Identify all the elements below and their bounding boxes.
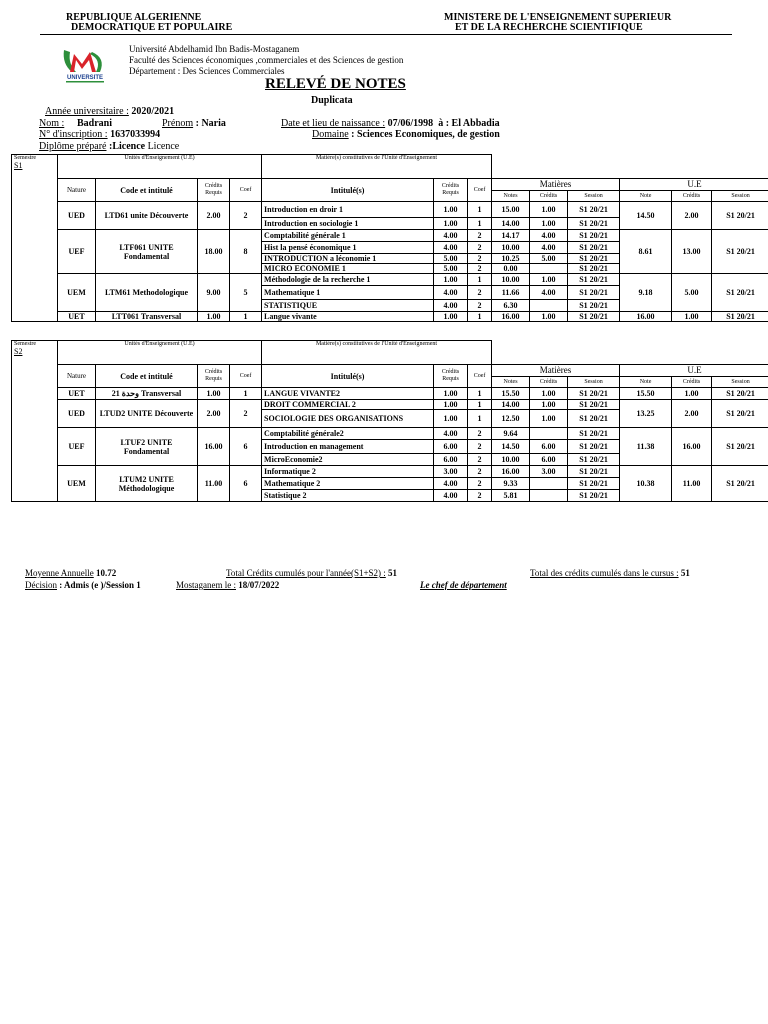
ue-session: S1 20/21 bbox=[712, 274, 768, 312]
unit-code: LTUF2 UNITE Fondamental bbox=[96, 428, 198, 466]
decision-value: : Admis (e )/Session 1 bbox=[59, 580, 141, 590]
subject-session: S1 20/21 bbox=[568, 440, 620, 454]
page-subtitle: Duplicata bbox=[311, 95, 353, 106]
ue-credits: 1.00 bbox=[672, 388, 712, 400]
subject-name: MicroEconomie2 bbox=[262, 454, 434, 466]
ue-credits-header: Crédits bbox=[672, 191, 712, 202]
unit-nature: UEF bbox=[58, 428, 96, 466]
semester-label: Semestre bbox=[14, 155, 36, 161]
table-row bbox=[12, 466, 768, 478]
matieres-notes-header: Notes bbox=[492, 191, 530, 202]
republic-line-2: DEMOCRATIQUE ET POPULAIRE bbox=[71, 22, 233, 33]
ue-group-header: Unités d'Enseignement (U.E) bbox=[58, 341, 262, 365]
unit-coef: 1 bbox=[230, 312, 262, 322]
birth-field bbox=[281, 118, 500, 129]
ue-note: 9.18 bbox=[620, 274, 672, 312]
subject-coef: 2 bbox=[468, 440, 492, 454]
unit-code: LTF061 UNITE Fondamental bbox=[96, 230, 198, 274]
ue-note: 14.50 bbox=[620, 202, 672, 230]
subject-coef: 1 bbox=[468, 400, 492, 410]
credits-col-header: Crédits Requis bbox=[198, 179, 230, 202]
place-date-label: Mostaganem le : bbox=[176, 580, 236, 590]
subject-name: MICRO ECONOMIE 1 bbox=[262, 264, 434, 274]
subject-coef: 2 bbox=[468, 264, 492, 274]
table-row bbox=[12, 428, 768, 440]
subject-credits-requis: 4.00 bbox=[434, 286, 468, 300]
subject-note: 11.66 bbox=[492, 286, 530, 300]
subject-session: S1 20/21 bbox=[568, 410, 620, 428]
university-logo bbox=[56, 46, 114, 86]
ue-session: S1 20/21 bbox=[712, 312, 768, 322]
subject-session: S1 20/21 bbox=[568, 478, 620, 490]
semester-id: S1 bbox=[14, 161, 23, 170]
subject-credits: 1.00 bbox=[530, 410, 568, 428]
table-row bbox=[12, 312, 768, 322]
ue-note: 16.00 bbox=[620, 312, 672, 322]
subject-name: Mathematique 1 bbox=[262, 286, 434, 300]
subject-session: S1 20/21 bbox=[568, 490, 620, 502]
matieres-header: Matières bbox=[492, 179, 620, 191]
total-cursus-label: Total des crédits cumulés dans le cursus : bbox=[530, 568, 679, 578]
semester-label: Semestre bbox=[14, 341, 36, 347]
unit-nature: UED bbox=[58, 400, 96, 428]
subject-session: S1 20/21 bbox=[568, 428, 620, 440]
subject-coef-col-header: Coef bbox=[468, 365, 492, 388]
subject-credits: 1.00 bbox=[530, 312, 568, 322]
subject-credits: 6.00 bbox=[530, 454, 568, 466]
subject-credits: 6.00 bbox=[530, 440, 568, 454]
moyenne-label: Moyenne Annuelle bbox=[25, 568, 94, 578]
ue-credits: 1.00 bbox=[672, 312, 712, 322]
subject-note: 9.64 bbox=[492, 428, 530, 440]
table-row bbox=[12, 230, 768, 242]
subject-session: S1 20/21 bbox=[568, 466, 620, 478]
birth-place-label: à : bbox=[438, 118, 450, 129]
subject-coef: 2 bbox=[468, 300, 492, 312]
matieres-notes-header: Notes bbox=[492, 377, 530, 388]
subject-credits: 4.00 bbox=[530, 242, 568, 254]
subject-credits bbox=[530, 478, 568, 490]
unit-coef: 8 bbox=[230, 230, 262, 274]
subject-coef: 1 bbox=[468, 202, 492, 218]
subject-coef: 1 bbox=[468, 312, 492, 322]
semester-id: S2 bbox=[14, 347, 23, 356]
ue-note: 15.50 bbox=[620, 388, 672, 400]
unit-credits: 1.00 bbox=[198, 312, 230, 322]
subject-name: Informatique 2 bbox=[262, 466, 434, 478]
ue-header: U.E bbox=[620, 365, 768, 377]
subject-session: S1 20/21 bbox=[568, 230, 620, 242]
subject-coef: 1 bbox=[468, 388, 492, 400]
prenom-value: : Naria bbox=[195, 118, 226, 129]
ue-session-header: Session bbox=[712, 191, 768, 202]
subject-credits: 4.00 bbox=[530, 230, 568, 242]
total-cursus-value: 51 bbox=[680, 568, 690, 578]
republic-line-1: REPUBLIQUE ALGERIENNE bbox=[66, 12, 202, 23]
subject-credits-requis: 1.00 bbox=[434, 410, 468, 428]
header-spacer bbox=[492, 155, 768, 179]
ue-session: S1 20/21 bbox=[712, 428, 768, 466]
subject-coef: 1 bbox=[468, 274, 492, 286]
academic-year bbox=[45, 106, 174, 117]
subject-credits-requis: 4.00 bbox=[434, 490, 468, 502]
birth-place: El Abbadia bbox=[451, 118, 500, 129]
unit-credits: 2.00 bbox=[198, 400, 230, 428]
subject-credits bbox=[530, 490, 568, 502]
subject-name: Comptabilité générale2 bbox=[262, 428, 434, 440]
unit-code: LTM61 Methodologique bbox=[96, 274, 198, 312]
subject-session: S1 20/21 bbox=[568, 286, 620, 300]
matieres-session-header: Session bbox=[568, 191, 620, 202]
subject-note: 9.33 bbox=[492, 478, 530, 490]
header-spacer bbox=[492, 341, 768, 365]
place-date-value: 18/07/2022 bbox=[238, 580, 280, 590]
ue-credits: 2.00 bbox=[672, 202, 712, 230]
semester-cell bbox=[12, 155, 58, 322]
subject-note: 14.00 bbox=[492, 400, 530, 410]
subject-session: S1 20/21 bbox=[568, 264, 620, 274]
credits-col-header: Crédits Requis bbox=[198, 365, 230, 388]
ue-credits: 5.00 bbox=[672, 274, 712, 312]
subject-name: INTRODUCTION a léconomie 1 bbox=[262, 254, 434, 264]
unit-code: LTT061 Transversal bbox=[96, 312, 198, 322]
unit-code: LTUM2 UNITE Méthodologique bbox=[96, 466, 198, 502]
subject-session: S1 20/21 bbox=[568, 300, 620, 312]
subject-note: 6.30 bbox=[492, 300, 530, 312]
university-name: Université Abdelhamid Ibn Badis-Mostaganem bbox=[129, 44, 300, 54]
subject-coef: 2 bbox=[468, 478, 492, 490]
subject-note: 14.50 bbox=[492, 440, 530, 454]
faculty-name: Faculté des Sciences économiques ,commerciales et des Sciences de gestion bbox=[129, 55, 404, 65]
ue-credits: 13.00 bbox=[672, 230, 712, 274]
unit-coef: 2 bbox=[230, 400, 262, 428]
subject-session: S1 20/21 bbox=[568, 400, 620, 410]
domain-value: : Sciences Economiques, de gestion bbox=[351, 129, 500, 140]
subject-session: S1 20/21 bbox=[568, 274, 620, 286]
unit-nature: UEM bbox=[58, 274, 96, 312]
ue-credits: 16.00 bbox=[672, 428, 712, 466]
unit-credits: 1.00 bbox=[198, 388, 230, 400]
unit-nature: UEF bbox=[58, 230, 96, 274]
subject-credits-requis: 4.00 bbox=[434, 428, 468, 440]
subject-credits: 1.00 bbox=[530, 400, 568, 410]
coef-col-header: Coef bbox=[230, 365, 262, 388]
subject-note: 14.17 bbox=[492, 230, 530, 242]
diploma-label: Diplôme préparé bbox=[39, 141, 107, 152]
unit-credits: 9.00 bbox=[198, 274, 230, 312]
code-col-header: Code et intitulé bbox=[96, 365, 198, 388]
subject-credits-requis: 1.00 bbox=[434, 312, 468, 322]
subject-credits-requis: 1.00 bbox=[434, 400, 468, 410]
ue-session: S1 20/21 bbox=[712, 230, 768, 274]
ue-session: S1 20/21 bbox=[712, 466, 768, 502]
unit-coef: 6 bbox=[230, 466, 262, 502]
subject-credits-requis: 5.00 bbox=[434, 254, 468, 264]
subject-credits: 3.00 bbox=[530, 466, 568, 478]
unit-nature: UEM bbox=[58, 466, 96, 502]
subject-session: S1 20/21 bbox=[568, 388, 620, 400]
subject-credits-requis: 6.00 bbox=[434, 454, 468, 466]
subject-note: 15.00 bbox=[492, 202, 530, 218]
subject-note: 10.00 bbox=[492, 454, 530, 466]
ue-credits: 11.00 bbox=[672, 466, 712, 502]
semester-2-table bbox=[11, 340, 768, 502]
matieres-header: Matières bbox=[492, 365, 620, 377]
unit-credits: 18.00 bbox=[198, 230, 230, 274]
domain-label: Domaine bbox=[312, 129, 349, 140]
logo-text: UNIVERSITE bbox=[66, 75, 104, 81]
ue-note: 8.61 bbox=[620, 230, 672, 274]
subject-name: STATISTIQUE bbox=[262, 300, 434, 312]
subject-name: DROIT COMMERCIAL 2 bbox=[262, 400, 434, 410]
table-row bbox=[12, 400, 768, 410]
code-col-header: Code et intitulé bbox=[96, 179, 198, 202]
subject-credits-requis: 4.00 bbox=[434, 242, 468, 254]
signature-label: Le chef de département bbox=[420, 580, 507, 590]
inscription-value: 1637033994 bbox=[110, 129, 161, 140]
ministry-line-2: ET DE LA RECHERCHE SCIENTIFIQUE bbox=[455, 22, 643, 33]
subject-credits-requis: 5.00 bbox=[434, 264, 468, 274]
ue-header: U.E bbox=[620, 179, 768, 191]
subject-credits bbox=[530, 300, 568, 312]
prenom-field bbox=[162, 118, 226, 129]
unit-coef: 6 bbox=[230, 428, 262, 466]
subject-credits-requis: 6.00 bbox=[434, 440, 468, 454]
subject-name: Statistique 2 bbox=[262, 490, 434, 502]
subject-coef: 2 bbox=[468, 490, 492, 502]
place-date-field bbox=[176, 580, 279, 590]
subject-credits-requis: 1.00 bbox=[434, 218, 468, 230]
birth-label: Date et lieu de naissance : bbox=[281, 118, 386, 129]
subjects-group-header: Matière(s) constitutives de l'Unité d'Enseignement bbox=[262, 155, 492, 179]
subject-session: S1 20/21 bbox=[568, 312, 620, 322]
inscription-field bbox=[39, 129, 160, 140]
total-year-label: Total Crédits cumulés pour l'année(S1+S2) : bbox=[226, 568, 386, 578]
subject-note: 12.50 bbox=[492, 410, 530, 428]
academic-year-value: 2020/2021 bbox=[131, 106, 175, 117]
subject-name: Langue vivante bbox=[262, 312, 434, 322]
subject-name: Hist la pensé économique 1 bbox=[262, 242, 434, 254]
ue-note-header: Note bbox=[620, 377, 672, 388]
subject-coef: 2 bbox=[468, 454, 492, 466]
nature-col-header: Nature bbox=[58, 179, 96, 202]
subject-name: SOCIOLOGIE DES ORGANISATIONS bbox=[262, 410, 434, 428]
unit-coef: 2 bbox=[230, 202, 262, 230]
ue-session-header: Session bbox=[712, 377, 768, 388]
subject-coef: 1 bbox=[468, 410, 492, 428]
subject-credits-requis: 3.00 bbox=[434, 466, 468, 478]
subject-session: S1 20/21 bbox=[568, 254, 620, 264]
subjects-group-header: Matière(s) constitutives de l'Unité d'Enseignement bbox=[262, 341, 492, 365]
subject-credits-requis: 4.00 bbox=[434, 300, 468, 312]
matieres-credits-header: Crédits bbox=[530, 191, 568, 202]
ue-group-header: Unités d'Enseignement (U.E) bbox=[58, 155, 262, 179]
ue-note: 13.25 bbox=[620, 400, 672, 428]
ue-session: S1 20/21 bbox=[712, 400, 768, 428]
diploma-value-2: Licence bbox=[147, 141, 180, 152]
subject-credits-requis: 4.00 bbox=[434, 230, 468, 242]
subject-name: Introduction en sociologie 1 bbox=[262, 218, 434, 230]
subject-session: S1 20/21 bbox=[568, 454, 620, 466]
moyenne-value: 10.72 bbox=[96, 568, 117, 578]
subject-coef-col-header: Coef bbox=[468, 179, 492, 202]
unit-coef: 1 bbox=[230, 388, 262, 400]
subject-credits bbox=[530, 428, 568, 440]
subject-coef: 2 bbox=[468, 254, 492, 264]
subject-name: LANGUE VIVANTE2 bbox=[262, 388, 434, 400]
subject-credits-col-header: Crédits Requis bbox=[434, 365, 468, 388]
unit-code: LTD61 unite Découverte bbox=[96, 202, 198, 230]
subject-credits-col-header: Crédits Requis bbox=[434, 179, 468, 202]
intitule-col-header: Intitulé(s) bbox=[262, 179, 434, 202]
subject-credits-requis: 4.00 bbox=[434, 478, 468, 490]
subject-name: Mathematique 2 bbox=[262, 478, 434, 490]
subject-name: Méthodologie de la recherche 1 bbox=[262, 274, 434, 286]
decision-field bbox=[25, 580, 141, 590]
ue-session: S1 20/21 bbox=[712, 388, 768, 400]
semester-1-table bbox=[11, 154, 768, 322]
subject-session: S1 20/21 bbox=[568, 242, 620, 254]
moyenne-field bbox=[25, 568, 116, 578]
unit-credits: 2.00 bbox=[198, 202, 230, 230]
subject-name: Comptabilité générale 1 bbox=[262, 230, 434, 242]
subject-coef: 2 bbox=[468, 428, 492, 440]
total-cursus-field bbox=[530, 568, 690, 578]
subject-coef: 2 bbox=[468, 286, 492, 300]
ue-credits-header: Crédits bbox=[672, 377, 712, 388]
subject-credits bbox=[530, 264, 568, 274]
matieres-session-header: Session bbox=[568, 377, 620, 388]
header-rule bbox=[40, 34, 732, 35]
subject-credits: 1.00 bbox=[530, 274, 568, 286]
table-row bbox=[12, 388, 768, 400]
nom-value: Badrani bbox=[77, 118, 113, 129]
subject-credits-requis: 1.00 bbox=[434, 274, 468, 286]
table-row bbox=[12, 274, 768, 286]
subject-note: 14.00 bbox=[492, 218, 530, 230]
department-name: Département : Des Sciences Commerciales bbox=[129, 66, 285, 76]
subject-credits: 1.00 bbox=[530, 388, 568, 400]
subject-credits-requis: 1.00 bbox=[434, 388, 468, 400]
subject-note: 0.00 bbox=[492, 264, 530, 274]
subject-note: 10.00 bbox=[492, 242, 530, 254]
inscription-label: N° d'inscription : bbox=[39, 129, 108, 140]
subject-note: 5.81 bbox=[492, 490, 530, 502]
unit-coef: 5 bbox=[230, 274, 262, 312]
subject-credits: 5.00 bbox=[530, 254, 568, 264]
subject-note: 16.00 bbox=[492, 312, 530, 322]
unit-code: وحدة 21 Transversal bbox=[96, 388, 198, 400]
subject-credits-requis: 1.00 bbox=[434, 202, 468, 218]
semester-cell bbox=[12, 341, 58, 502]
nature-col-header: Nature bbox=[58, 365, 96, 388]
diploma-field bbox=[39, 141, 179, 152]
birth-date: 07/06/1998 bbox=[387, 118, 434, 129]
ue-session: S1 20/21 bbox=[712, 202, 768, 230]
subject-coef: 2 bbox=[468, 230, 492, 242]
subject-coef: 2 bbox=[468, 242, 492, 254]
intitule-col-header: Intitulé(s) bbox=[262, 365, 434, 388]
coef-col-header: Coef bbox=[230, 179, 262, 202]
unit-credits: 11.00 bbox=[198, 466, 230, 502]
ue-note: 11.38 bbox=[620, 428, 672, 466]
subject-name: Introduction en droir 1 bbox=[262, 202, 434, 218]
subject-coef: 1 bbox=[468, 218, 492, 230]
page-title: RELEVÉ DE NOTES bbox=[265, 76, 406, 92]
nom-label: Nom : bbox=[39, 118, 65, 129]
ue-note-header: Note bbox=[620, 191, 672, 202]
subject-credits: 1.00 bbox=[530, 202, 568, 218]
subject-session: S1 20/21 bbox=[568, 202, 620, 218]
domain-field bbox=[312, 129, 500, 140]
unit-credits: 16.00 bbox=[198, 428, 230, 466]
unit-nature: UET bbox=[58, 312, 96, 322]
ue-note: 10.38 bbox=[620, 466, 672, 502]
table-row bbox=[12, 202, 768, 218]
prenom-label: Prénom bbox=[162, 118, 194, 129]
decision-label: Décision bbox=[25, 580, 57, 590]
subject-note: 10.00 bbox=[492, 274, 530, 286]
unit-nature: UED bbox=[58, 202, 96, 230]
total-year-value: 51 bbox=[388, 568, 398, 578]
subject-note: 15.50 bbox=[492, 388, 530, 400]
subject-note: 10.25 bbox=[492, 254, 530, 264]
total-year-field bbox=[226, 568, 397, 578]
matieres-credits-header: Crédits bbox=[530, 377, 568, 388]
ministry-line-1: MINISTERE DE L'ENSEIGNEMENT SUPERIEUR bbox=[444, 12, 672, 23]
unit-nature: UET bbox=[58, 388, 96, 400]
subject-coef: 2 bbox=[468, 466, 492, 478]
subject-note: 16.00 bbox=[492, 466, 530, 478]
subject-name: Introduction en management bbox=[262, 440, 434, 454]
ue-credits: 2.00 bbox=[672, 400, 712, 428]
subject-session: S1 20/21 bbox=[568, 218, 620, 230]
unit-code: LTUD2 UNITE Découverte bbox=[96, 400, 198, 428]
diploma-value: :Licence bbox=[108, 141, 146, 152]
subject-credits: 1.00 bbox=[530, 218, 568, 230]
academic-year-label: Année universitaire : bbox=[45, 106, 129, 117]
subject-credits: 4.00 bbox=[530, 286, 568, 300]
